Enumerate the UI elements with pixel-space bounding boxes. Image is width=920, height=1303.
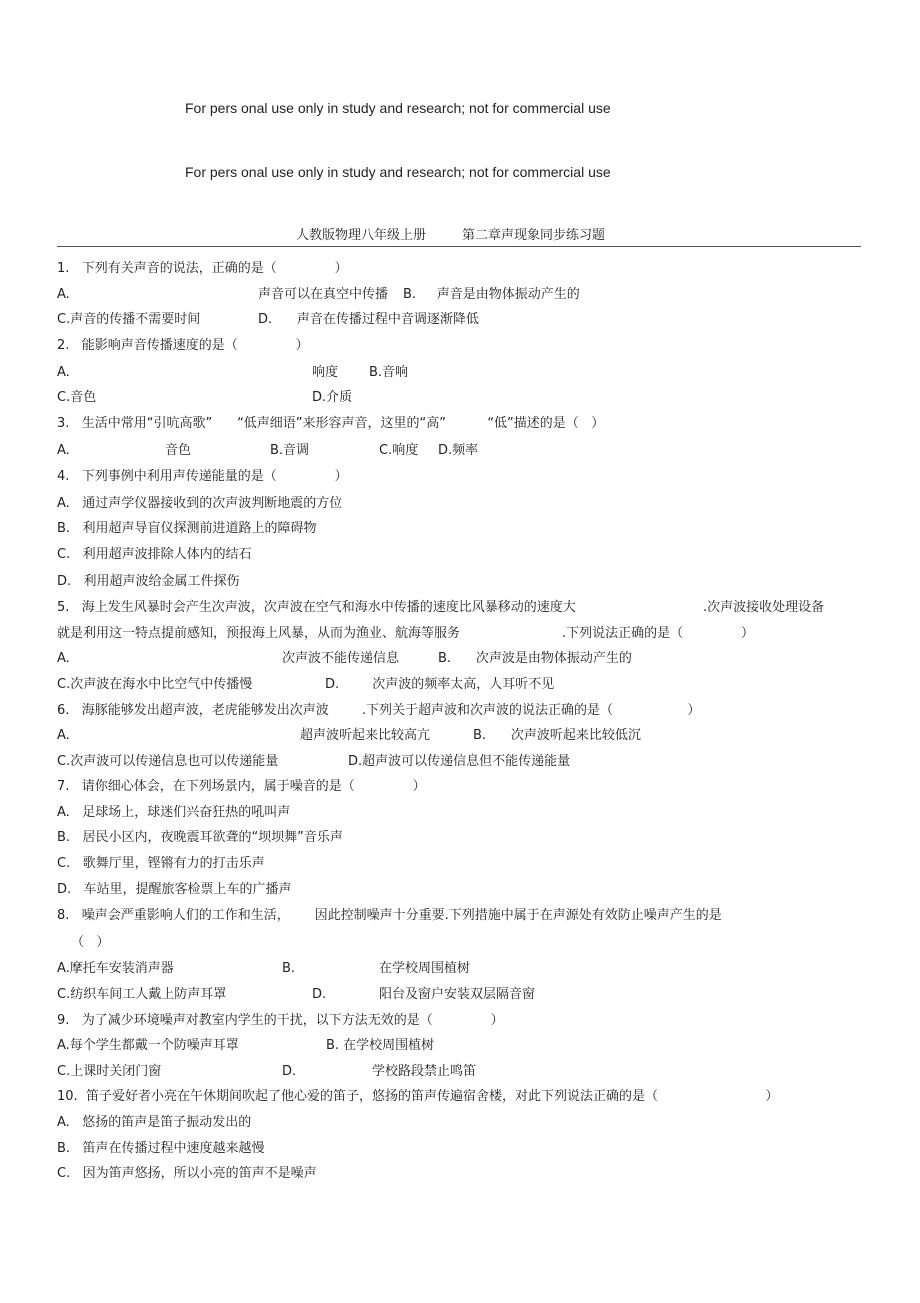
question-2-option-d: D.介质: [312, 390, 353, 405]
disclaimer-line-2: For pers onal use only in study and research; not for commercial use: [185, 164, 611, 180]
question-3-option-d: D.频率: [438, 443, 479, 458]
question-5-option-a: 次声波不能传递信息: [282, 651, 400, 666]
question-6-option-c: C.次声波可以传递信息也可以传递能量: [57, 754, 279, 769]
question-5-stem-line-2: 就是利用这一特点提前感知，预报海上风暴，从而为渔业、航海等服务: [57, 626, 461, 641]
question-5-option-b: B. 次声波是由物体振动产生的: [438, 651, 632, 666]
question-10-option-c: C. 因为笛声悠扬，所以小亮的笛声不是噪声: [57, 1166, 317, 1181]
question-1-option-d: D. 声音在传播过程中音调逐渐降低: [258, 312, 479, 327]
question-8-option-b-label: B.: [282, 961, 296, 976]
question-2-stem: 2. 能影响声音传播速度的是（ ）: [57, 338, 309, 353]
question-4-option-a: A. 通过声学仪器接收到的次声波判断地震的方位: [57, 496, 343, 511]
question-8-stem-line-1: 8. 噪声会严重影响人们的工作和生活， 因此控制噪声十分重要.下列措施中属于在声源处有效防止噪声产生的是: [57, 908, 722, 923]
question-1-stem: 1. 下列有关声音的说法，正确的是（ ）: [57, 261, 348, 276]
question-4-stem: 4. 下列事例中利用声传递能量的是（ ）: [57, 469, 348, 484]
question-4-option-b: B. 利用超声导盲仪探测前进道路上的障碍物: [57, 521, 317, 536]
question-5-option-c: C.次声波在海水中比空气中传播慢: [57, 677, 253, 692]
question-10-option-b: B. 笛声在传播过程中速度越来越慢: [57, 1141, 265, 1156]
question-7-option-a: A. 足球场上，球迷们兴奋狂热的吼叫声: [57, 805, 291, 820]
question-3-option-a: 音色: [165, 443, 192, 458]
question-5-stem-line-1: 5. 海上发生风暴时会产生次声波，次声波在空气和海水中传播的速度比风暴移动的速度大: [57, 600, 576, 615]
question-9-option-a: A.每个学生都戴一个防噪声耳罩: [57, 1038, 239, 1053]
question-7-option-d: D. 车站里，提醒旅客检票上车的广播声: [57, 882, 292, 897]
question-9-option-c: C.上课时关闭门窗: [57, 1064, 162, 1079]
question-6-option-a-label: A.: [57, 728, 70, 743]
question-10-stem: 10. 笛子爱好者小亮在午休期间吹起了他心爱的笛子，悠扬的笛声传遍宿舍楼，对此下列说法正确的是（ ）: [57, 1089, 779, 1104]
question-3-stem: 3. 生活中常用“引吭高歌” “低声细语”来形容声音，这里的“高” “低”描述的是（ ）: [57, 416, 605, 431]
question-3-option-c: C.响度: [379, 443, 419, 458]
question-1-option-a-label: A.: [57, 287, 70, 302]
question-8-option-b: 在学校周围植树: [379, 961, 471, 976]
question-2-option-a-label: A.: [57, 365, 70, 380]
header-chapter: 第二章声现象同步练习题: [462, 228, 606, 243]
question-4-option-c: C. 利用超声波排除人体内的结石: [57, 547, 252, 562]
question-8-option-a: A.摩托车安装消声器: [57, 961, 174, 976]
question-1-option-b: B. 声音是由物体振动产生的: [403, 287, 580, 302]
header-divider: [57, 246, 861, 247]
question-8-option-d-label: D.: [312, 987, 327, 1002]
question-3-option-b: B.音调: [270, 443, 310, 458]
question-5-stem-line-2-end: .下列说法正确的是（ ）: [562, 626, 754, 641]
question-8-stem-line-2: （ ）: [71, 935, 110, 950]
question-1-option-a: 声音可以在真空中传播: [258, 287, 389, 302]
disclaimer-line-1: For pers onal use only in study and research; not for commercial use: [185, 100, 611, 116]
question-2-option-a: 响度: [312, 365, 339, 380]
question-2-option-c: C.音色: [57, 390, 97, 405]
question-6-stem: 6. 海豚能够发出超声波，老虎能够发出次声波 .下列关于超声波和次声波的说法正确的是（ ）: [57, 703, 701, 718]
question-2-option-b: B.音响: [369, 365, 409, 380]
question-6-option-b: B. 次声波听起来比较低沉: [473, 728, 641, 743]
question-7-option-c: C. 歌舞厅里，铿锵有力的打击乐声: [57, 856, 265, 871]
question-6-option-a: 超声波听起来比较高亢: [300, 728, 431, 743]
question-10-option-a: A. 悠扬的笛声是笛子振动发出的: [57, 1115, 252, 1130]
question-9-option-d-label: D.: [282, 1064, 297, 1079]
question-8-option-d: 阳台及窗户安装双层隔音窗: [379, 987, 536, 1002]
question-4-option-d: D. 利用超声波给金属工件探伤: [57, 574, 240, 589]
question-8-option-c: C.纺织车间工人戴上防声耳罩: [57, 987, 227, 1002]
header-book: 人教版物理八年级上册: [296, 228, 427, 243]
question-9-stem: 9. 为了减少环境噪声对教室内学生的干扰，以下方法无效的是（ ）: [57, 1013, 504, 1028]
question-5-option-d: D. 次声波的频率太高，人耳听不见: [325, 677, 555, 692]
question-5-option-a-label: A.: [57, 651, 70, 666]
question-1-option-c: C.声音的传播不需要时间: [57, 312, 201, 327]
question-5-stem-line-1-end: .次声波接收处理设备: [703, 600, 825, 615]
question-9-option-b: B. 在学校周围植树: [326, 1038, 435, 1053]
question-9-option-d: 学校路段禁止鸣笛: [372, 1064, 477, 1079]
question-7-stem: 7. 请你细心体会，在下列场景内，属于噪音的是（ ）: [57, 779, 426, 794]
question-3-option-a-label: A.: [57, 443, 70, 458]
question-6-option-d: D.超声波可以传递信息但不能传递能量: [348, 754, 571, 769]
question-7-option-b: B. 居民小区内，夜晚震耳欲聋的“坝坝舞”音乐声: [57, 830, 343, 845]
